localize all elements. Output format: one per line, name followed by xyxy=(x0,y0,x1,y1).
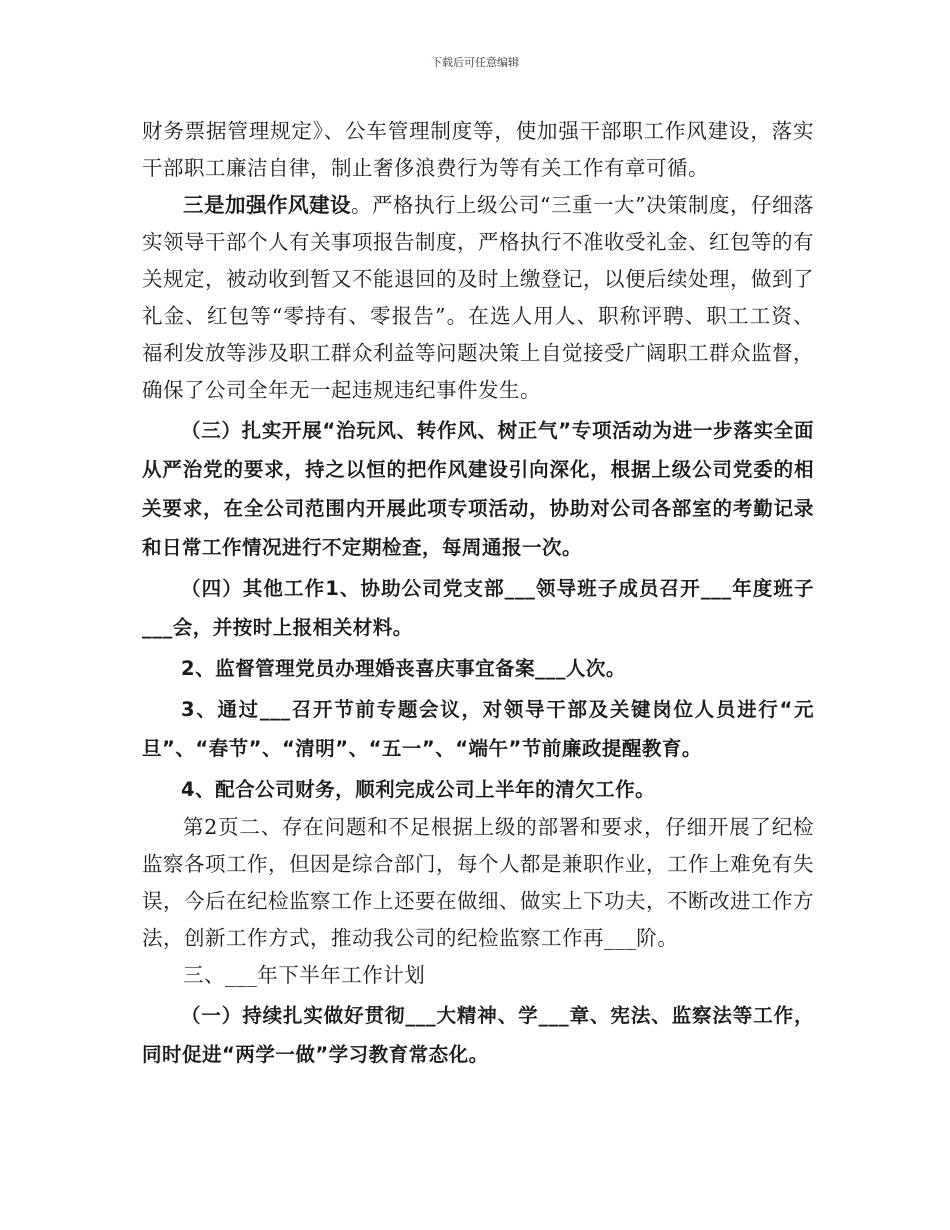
paragraph-problems: 第2页二、存在问题和不足根据上级的部署和要求，仔细开展了纪检监察各项工作，但因是综合部门，每个人都是兼职作业，工作上难免有失误，今后在纪检监察工作上还要在做细、做实上下功夫，不断改进工作方法，创新工作方式，推动我公司的纪检监察工作再___阶。 xyxy=(142,815,814,950)
section-four-other-work: （四）其他工作1、协助公司党支部___领导班子成员召开___年度班子___会，并按时上报相关材料。 xyxy=(142,577,814,639)
paragraph-lead: 三是加强作风建设 xyxy=(183,193,352,217)
paragraph-body: 。严格执行上级公司“三重一大”决策制度，仔细落实领导干部个人有关事项报告制度，严格执行不准收受礼金、红包等的有关规定，被动收到暂又不能退回的及时上缴登记，以便后续处理，做到了礼金、红包等“零持有、零报告”。在选人用人、职称评聘、职工工资、福利发放等涉及职工群众利益等问题决策上自觉接受广阔职工群众监督，确保了公司全年无一起违规违纪事件发生。 xyxy=(142,193,814,402)
page-header: 下载后可任意编辑 xyxy=(431,56,519,69)
plan-item-one: （一）持续扎实做好贯彻___大精神、学___章、宪法、监察法等工作，同时促进“两学一做”学习教育常态化。 xyxy=(142,1004,814,1066)
item-four: 4、配合公司财务，顺利完成公司上半年的清欠工作。 xyxy=(181,778,656,801)
paragraph-style-construction xyxy=(142,187,814,409)
paragraph-continuation: 财务票据管理规定》、公车管理制度等，使加强干部职工作风建设，落实干部职工廉洁自律，制止奢侈浪费行为等有关工作有章可循。 xyxy=(142,119,814,180)
section-three-campaign: （三）扎实开展“治玩风、转作风、树正气”专项活动为进一步落实全面从严治党的要求，持之以恒的把作风建设引向深化，根据上级公司党委的相关要求，在全公司范围内开展此项专项活动，协助对公司各部室的考勤记录和日常工作情况进行不定期检查，每周通报一次。 xyxy=(142,419,814,559)
document-body xyxy=(142,113,814,1074)
item-two: 2、监督管理党员办理婚丧喜庆事宜备案___人次。 xyxy=(181,657,626,680)
item-three: 3、通过___召开节前专题会议，对领导干部及关键岗位人员进行“元旦”、“春节”、“清明”、“五一”、“端午”节前廉政提醒教育。 xyxy=(142,698,814,760)
section-plan-heading: 三、___年下半年工作计划 xyxy=(183,963,426,987)
